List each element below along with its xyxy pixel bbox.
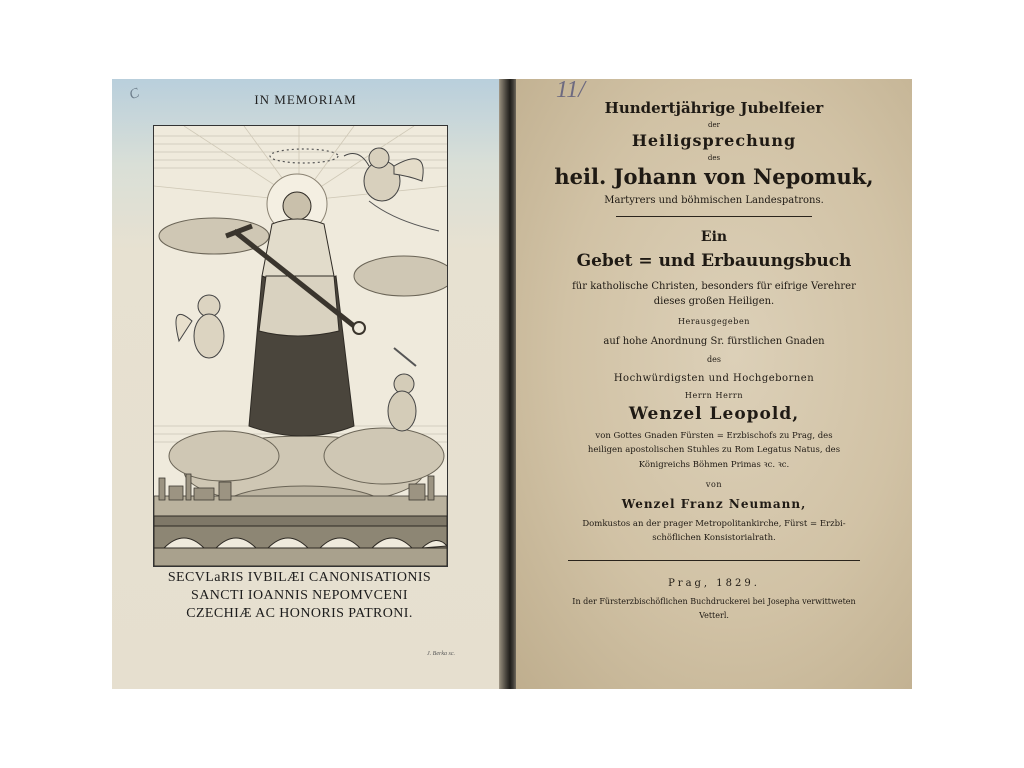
title-page — [516, 79, 912, 689]
title-line-2: Heiligsprechung — [631, 131, 797, 150]
author-name: Wenzel Franz Neumann, — [621, 497, 807, 511]
saint-engraving — [153, 125, 448, 567]
author-title-line: Domkustos an der prager Metropolitankirche, Fürst = Erzbi- — [582, 519, 846, 529]
engraver-signature: J. Berka sc. — [427, 651, 455, 657]
frontispiece-caption — [153, 569, 446, 623]
word-von: von — [705, 480, 723, 489]
for-line-2: dieses großen Heiligen. — [653, 296, 775, 307]
word-des-2: des — [707, 355, 721, 364]
in-memoriam-heading: IN MEMORIAM — [254, 92, 357, 107]
caption-line: SECVLaRIS IVBILÆI CANONISATIONIS — [167, 570, 432, 585]
order-line: auf hohe Anordnung Sr. fürstlichen Gnaden — [603, 336, 825, 347]
book-spread — [112, 79, 912, 689]
saint-figure — [226, 192, 365, 436]
divider-rule — [616, 216, 812, 217]
word-des: des — [707, 154, 721, 162]
title-line-1: Hundertjährige Jubelfeier — [604, 99, 824, 117]
hochwuerdigsten: Hochwürdigsten und Hochgebornen — [613, 373, 815, 384]
place-year: Prag, 1829. — [668, 578, 760, 589]
frontispiece-page — [112, 79, 500, 689]
angel-top — [344, 148, 439, 231]
charles-bridge — [154, 516, 447, 566]
patron-title-line: heiligen apostolischen Stuhles zu Rom Legatus Natus, des — [587, 445, 841, 455]
cherub-left — [176, 295, 224, 358]
subtitle: Martyrers und böhmischen Landespatrons. — [604, 195, 824, 206]
divider-rule — [568, 560, 860, 561]
pencil-annotation-left: C — [127, 85, 142, 104]
caption-line: SANCTI IOANNIS NEPOMVCENI — [191, 588, 408, 603]
word-ein: Ein — [700, 229, 728, 245]
herausgegeben: Herausgegeben — [677, 317, 751, 326]
patron-title-line: Königreichs Böhmen Primas ꝛc. ꝛc. — [638, 460, 790, 470]
patron-title-line: von Gottes Gnaden Fürsten = Erzbischofs zu Prag, des — [595, 431, 833, 441]
printer-line: Vetterl. — [699, 611, 729, 620]
for-line-1: für katholische Christen, besonders für eifrige Verehrer — [572, 281, 856, 292]
caption-line: CZECHIÆ AC HONORIS PATRONI. — [186, 606, 413, 621]
word-der: der — [708, 121, 720, 129]
patron-name: Wenzel Leopold, — [628, 404, 800, 424]
cherub-right — [388, 348, 416, 431]
title-line-3: heil. Johann von Nepomuk, — [554, 164, 874, 189]
engraving-illustration — [154, 126, 447, 566]
herrn-herrn: Herrn Herrn — [684, 391, 744, 400]
author-title-line: schöflichen Konsistorialrath. — [652, 533, 776, 543]
pencil-annotation-right: 11/ — [556, 79, 585, 103]
book-title: Gebet = und Erbauungsbuch — [576, 251, 852, 271]
printer-line: In der Fürsterzbischöflichen Buchdruckerei bei Josepha verwittweten — [572, 597, 856, 606]
